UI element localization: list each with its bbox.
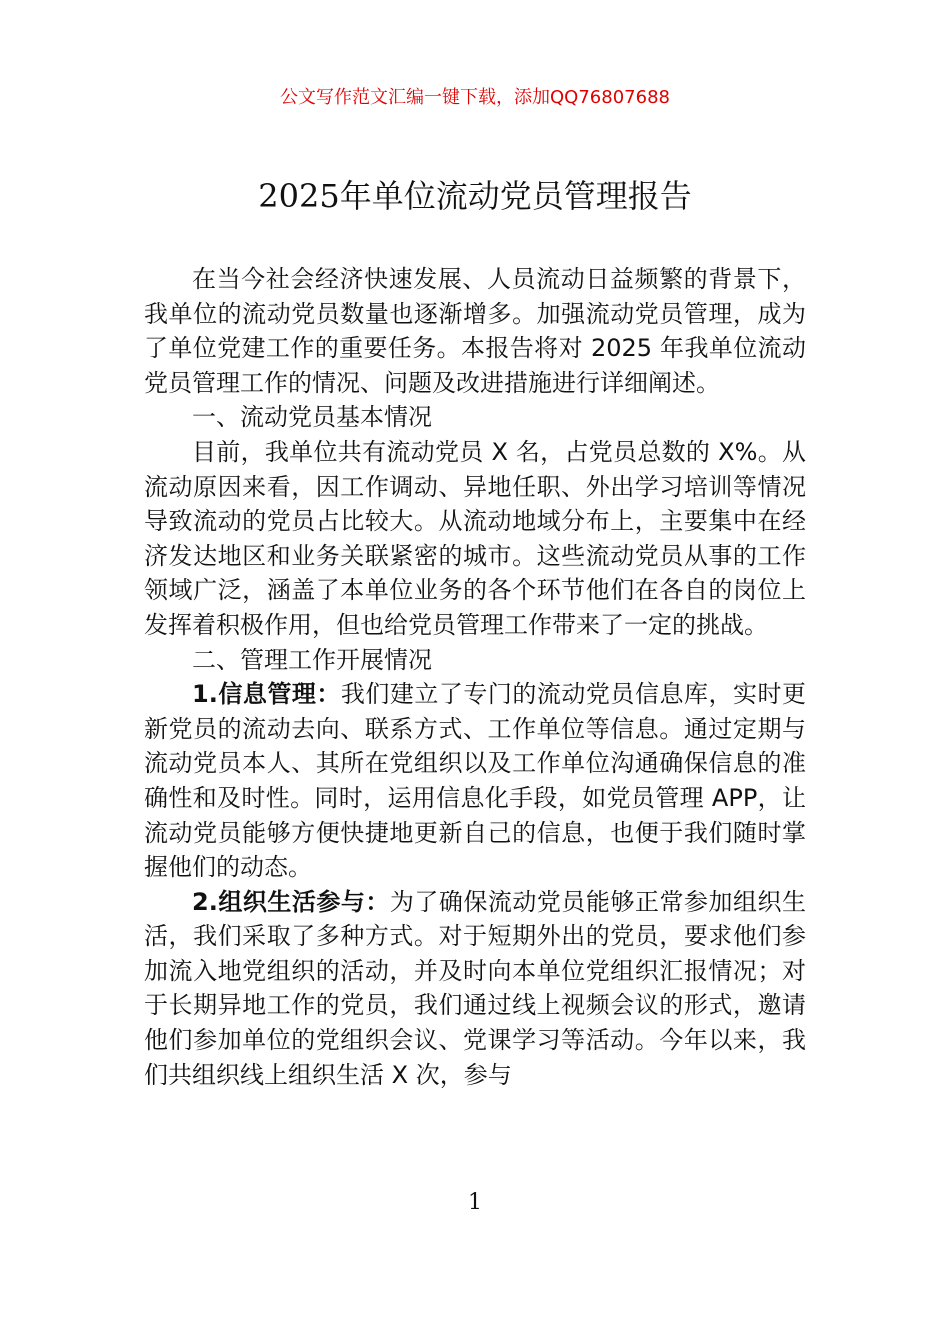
section-1-heading: 一、流动党员基本情况 <box>192 403 432 432</box>
download-banner <box>0 84 950 112</box>
section-2-heading: 二、管理工作开展情况 <box>192 645 432 674</box>
section-1-paragraph: 目前，我单位共有流动党员 X 名，占党员总数的 X%。从流动原因来看，因工作调动、异地任职、外出学习培训等情况导致流动的党员占比较大。从流动地域分布上，主要集中在经济发达地区和业务关联紧密的城市。这些流动党员从事的工作领域广泛，涵盖了本单位业务的各个环节他们在各自的岗位上发挥着积极作用，但也给党员管理工作带来了一定的挑战。 <box>144 437 806 639</box>
item-2-paragraph <box>144 885 806 1093</box>
document-title: 2025年单位流动党员管理报告 <box>258 177 692 215</box>
item-1-text: 我们建立了专门的流动党员信息库，实时更新党员的流动去向、联系方式、工作单位等信息。通过定期与流动党员本人、其所在党组织以及工作单位沟通确保信息的准确性和及时性。同时，运用信息化手段，如党员管理 APP，让流动党员能够方便快捷地更新自己的信息，也便于我们随时掌握他们的动态。 <box>144 680 806 882</box>
item-1-paragraph <box>144 677 806 885</box>
item-2-lead: 2.组织生活参与： <box>192 887 390 916</box>
intro-paragraph: 在当今社会经济快速发展、人员流动日益频繁的背景下，我单位的流动党员数量也逐渐增多。加强流动党员管理，成为了单位党建工作的重要任务。本报告将对 2025 年我单位流动党员管理工作的情况、问题及改进措施进行详细阐述。 <box>144 265 806 397</box>
page-number: 1 <box>468 1190 482 1215</box>
item-2-text: 为了确保流动党员能够正常参加组织生活，我们采取了多种方式。对于短期外出的党员，要求他们参加流入地党组织的活动，并及时向本单位党组织汇报情况；对于长期异地工作的党员，我们通过线上视频会议的形式，邀请他们参加单位的党组织会议、党课学习等活动。今年以来，我们共组织线上组织生活 X 次，参与 <box>144 887 806 1089</box>
item-1-lead: 1.信息管理： <box>192 680 341 709</box>
document-body <box>144 262 806 1092</box>
banner-text: 公文写作范文汇编一键下载，添加QQ76807688 <box>280 87 670 108</box>
